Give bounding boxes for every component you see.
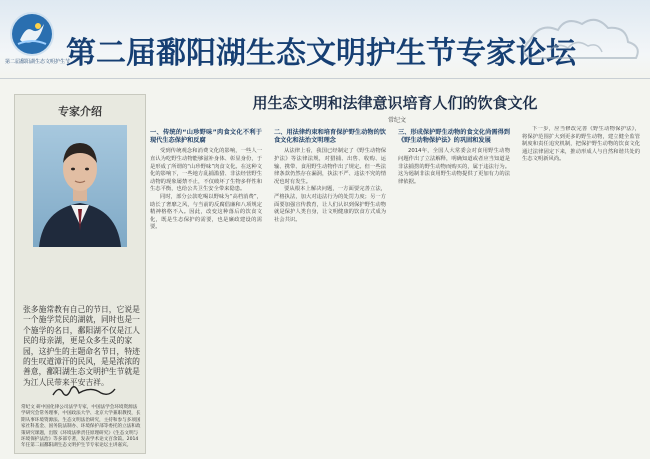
cloud-decoration-icon — [510, 0, 650, 78]
logo-caption: 第二届鄱阳湖生态文明护生节 — [5, 59, 71, 65]
article-column-2 — [274, 126, 386, 452]
article-author: 常纪文 — [388, 117, 407, 124]
section-heading: 二、用法律约束和培育保护野生动物的饮食文化和法治文明理念 — [274, 129, 386, 145]
article-title: 用生态文明和法律意识培育人们的饮食文化 — [252, 94, 538, 112]
paragraph: 同时，部分公款吃喝以野味为“高档消费”，助长了奢靡之风，与当前的反腐倡廉和八项规定精神格格不入。因此，改变这种落后的饮食文化，既是生态保护的需要，也是廉政建设的需要。 — [150, 193, 262, 231]
section-heading: 三、形成保护野生动物的食文化尚需得到《野生动物保护法》的巩固和发展 — [398, 129, 510, 145]
expert-heading: 专家介绍 — [58, 105, 102, 118]
expert-quote: 张多施常教有自己的节日，它说是一个施学荒民的湖就，同时也是一个施学的名日，鄱阳湖不仅是江人民的母亲湖，更是众多生灵的家园，这护生的主题命名节日，特迹的生叹道漳汗的民风，是是浓浓的善意，鄱阳湖生态文明护生节就是为江人民带来平安吉祥。 — [23, 305, 140, 387]
header-banner — [0, 0, 650, 79]
expert-sidebar — [14, 94, 146, 454]
expert-portrait — [33, 125, 127, 247]
expert-bio: 常纪文 研中国化律公司法学专家，中国法学会环境资源法学研究会常务理事，中国政法大学、北京大学兼职教授，长期从事环境资源法、生态文明法治研究，主持和参与多项国家社科基金、国务院法制办、环境保护部等委托的立法和政策研究课题，出版《环境法律责任原理研究》《生态文明与环境保护法治》等多部专著，发表学术论文百余篇。2014年任第二届鄱阳湖生态文明护生节专家论坛主讲嘉宾。 — [21, 405, 141, 449]
signature-icon — [49, 381, 119, 401]
festival-logo — [12, 14, 52, 54]
article-column-4 — [522, 126, 640, 452]
paragraph: 受到传统观念和消费文化的影响，一些人一直认为吃野生动物能够滋补身体、彰显身份，于是形成了所谓的“山珍野味”肉食文化。在这种文化的影响下，一些地方乱捕滥猎、非法经营野生动物的现象屡禁不止，不仅破坏了生物多样性和生态平衡，也给公共卫生安全带来隐患。 — [150, 148, 262, 193]
paragraph: 要从根本上解决问题，一方面要完善立法，严格执法，加大对违法行为的处罚力度；另一方面要加强宣传教育，让人们认识到保护野生动物就是保护人类自身，让文明健康的饮食方式成为社会共识。 — [274, 186, 386, 223]
article-column-3 — [398, 126, 510, 452]
paragraph: 从法律上看，我国已经制定了《野生动物保护法》等法律法规，对猎捕、出售、收购、运输、携带、食用野生动物作出了规定。但一些法律条款仍然存在漏洞，执法不严、违法不究的情况也时有发生。 — [274, 148, 386, 185]
article-column-1 — [150, 126, 262, 452]
paragraph: 下一步，应当修改完善《野生动物保护法》，将保护范围扩大到更多的野生动物，建立健全监管制度和责任追究机制，把保护野生动物的饮食文化通过法律固定下来，推动形成人与自然和谐共处的生态文明新风尚。 — [522, 126, 640, 163]
section-heading: 一、传统的“山珍野味”肉食文化不利于现代生态保护和反腐 — [150, 129, 262, 145]
paragraph: 2014年，全国人大常委会对食用野生动物问题作出了立法解释，明确知道或者应当知道是非法捕捞的野生动物而购买的，属于违法行为。这为遏制非法食用野生动物提供了更加有力的法律依据。 — [398, 148, 510, 185]
page-title: 第二届鄱阳湖生态文明护生节专家论坛 — [66, 36, 576, 71]
